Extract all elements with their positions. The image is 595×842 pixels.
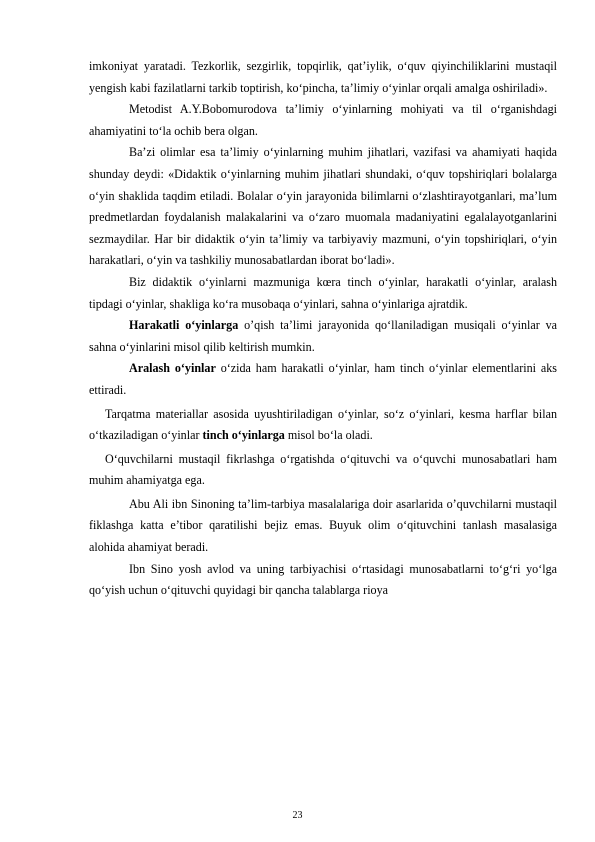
paragraph: imkoniyat yaratadi. Tezkorlik, sezgirlik, topqirlik, qat’iylik, o‘quv qiyinchiliklarini mustaqil yengish kabi fazilatlarni tarkib toptirish, ko‘pincha, ta’limiy o‘yinlar orqali amalga oshiriladi».	[89, 59, 557, 95]
paragraph	[89, 358, 557, 401]
paragraph	[89, 315, 557, 358]
bold-term: Aralash o‘yinlar	[129, 361, 216, 376]
paragraph: O‘quvchilarni mustaqil fikrlashga o‘rgatishda o‘qituvchi va o‘quvchi munosabatlari ham muhim ahamiyatga ega.	[89, 451, 557, 488]
bold-term: tinch o‘yinlarga	[202, 428, 285, 443]
paragraph-text: Tarqatma materiallar asosida uyushtiriladigan o‘yinlar, so‘z o‘yinlari, kesma harflar bilan o‘tkaziladigan o‘yinlar	[89, 406, 557, 443]
paragraph: Abu Ali ibn Sinoning ta’lim-tarbiya masalalariga doir asarlarida o’quvchilarni mustaqil fiklashga katta e’tibor qaratilishi bejiz emas. Buyuk olim o‘qituvchini tanlash masalasiga alohida ahamiyat beradi.	[89, 496, 557, 555]
paragraph-text: o‘zida ham harakatli o‘yinlar, ham tinch o‘yinlar elementlarini aks ettiradi.	[89, 361, 557, 397]
bold-term: Harakatli o‘yinlarga	[129, 318, 239, 333]
paragraph: Metodist A.Y.Bobomurodova ta’limiy o‘yinlarning mohiyati va til o‘rganishdagi ahamiyatini to‘la ochib bera olgan.	[89, 102, 557, 138]
paragraph: Biz didaktik o‘yinlarni mazmuniga kœra tinch o‘yinlar, harakatli o‘yinlar, aralash tipdagi o‘yinlar, shakliga ko‘ra musobaqa o‘yinlari, sahna o‘yinlariga ajratdik.	[89, 274, 557, 311]
page-number: 23	[292, 810, 303, 821]
paragraph: Ba’zi olimlar esa ta’limiy o‘yinlarning muhim jihatlari, vazifasi va ahamiyati haqida shunday deydi: «Didaktik o‘yinlarning muhim jihatlari shundaki, o‘quv topshiriqlari bolalarga o‘yin shaklida taqdim etiladi. Bolalar o‘yin jarayonida bilimlarni o‘zlashtirayotganlari, ma’lum predmetlardan foydalanish malakalarini va o‘zaro muomala madaniyatini egalalayotganlarini sezmaydilar. Har bir didaktik o‘yin ta’limiy va tarbiyaviy mazmuni, o‘yin topshiriqlari, o‘yin harakatlari, o‘yin va tashkiliy munosabatlardan iborat bo‘ladi».	[89, 145, 557, 268]
paragraph-text: o’qish ta’limi jarayonida qo‘llaniladigan musiqali o‘yinlar va sahna o‘yinlarini misol qilib keltirish mumkin.	[89, 318, 557, 354]
paragraph: Ibn Sino yosh avlod va uning tarbiyachisi o‘rtasidagi munosabatlarni to‘g‘ri yo‘lga qo‘yish uchun o‘qituvchi quyidagi bir qancha talablarga rioya	[89, 561, 557, 598]
paragraph	[89, 404, 557, 447]
body-text	[89, 56, 557, 602]
paragraph-text: misol bo‘la oladi.	[284, 428, 373, 443]
